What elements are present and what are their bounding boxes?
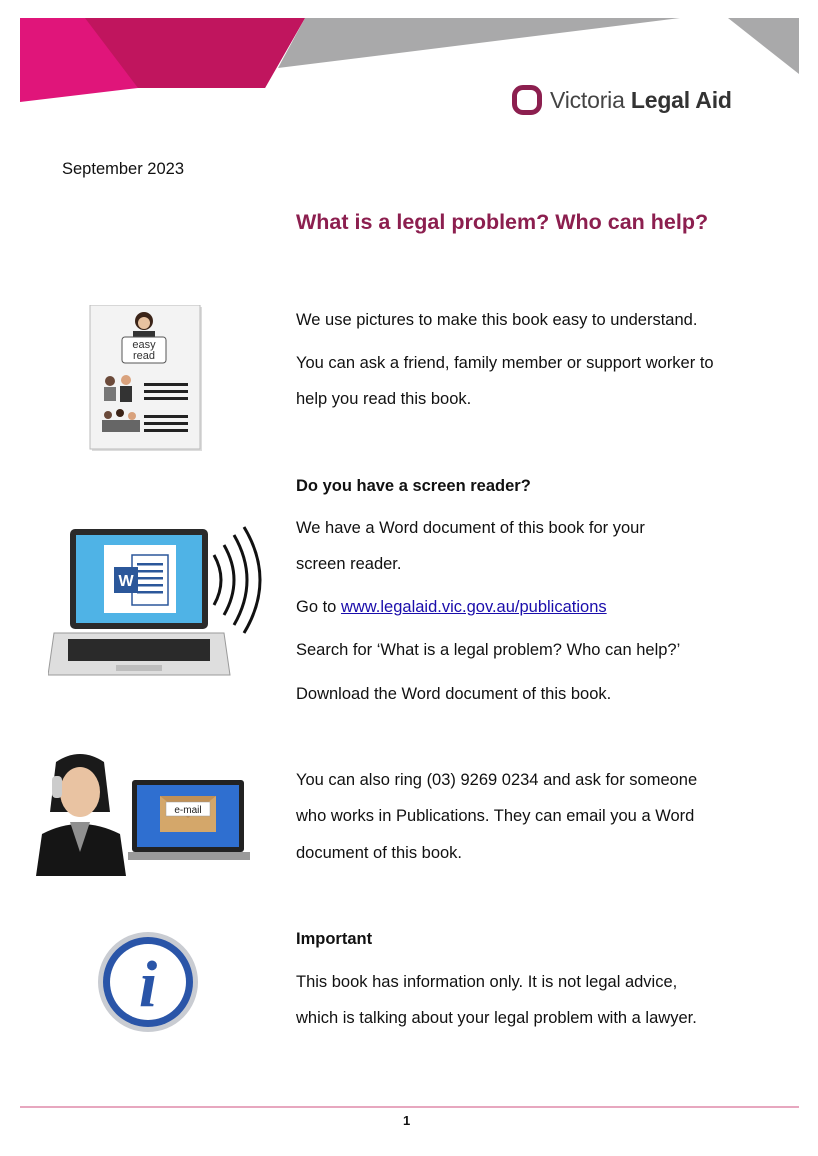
logo-mark-icon	[512, 85, 542, 115]
phone-email-illustration	[36, 752, 252, 876]
intro-line-3: help you read this book.	[296, 390, 472, 408]
info-letter: i	[138, 948, 158, 1021]
phone-line-2: who works in Publications. They can email you a Word	[296, 807, 695, 825]
goto-prefix: Go to	[296, 598, 341, 616]
logo-text	[550, 87, 732, 114]
intro-line-2: You can ask a friend, family member or support worker to	[296, 354, 714, 372]
banner-grey-corner	[728, 18, 799, 74]
info-icon	[96, 930, 200, 1034]
page-number: 1	[403, 1113, 411, 1128]
document-date: September 2023	[62, 160, 185, 178]
phone-line-3: document of this book.	[296, 844, 463, 862]
screen-reader-line-1: We have a Word document of this book for your	[296, 519, 645, 537]
search-instruction: Search for ‘What is a legal problem? Who can help?’	[296, 641, 681, 659]
victoria-legal-aid-logo	[512, 78, 732, 122]
publications-link[interactable]: www.legalaid.vic.gov.au/publications	[340, 598, 607, 616]
read-label: read	[132, 350, 156, 362]
intro-line-1: We use pictures to make this book easy to understand.	[296, 311, 698, 329]
phone-line-1: You can also ring (03) 9269 0234 and ask for someone	[296, 771, 698, 789]
page-title: What is a legal problem? Who can help?	[296, 210, 709, 234]
important-heading: Important	[296, 930, 373, 948]
word-letter: W	[118, 573, 134, 590]
logo-text-bold: Legal Aid	[630, 86, 732, 113]
easy-label: easy	[132, 339, 156, 351]
goto-line	[296, 597, 607, 617]
important-line-2: which is talking about your legal problem with a lawyer.	[296, 1009, 697, 1027]
laptop-word-document-icon	[48, 525, 270, 685]
email-label: e-mail	[174, 805, 202, 816]
important-line-1: This book has information only. It is not legal advice,	[296, 973, 678, 991]
footer-divider	[20, 1106, 799, 1108]
banner-grey-shape	[278, 18, 680, 68]
screen-reader-line-2: screen reader.	[296, 555, 402, 573]
screen-reader-heading: Do you have a screen reader?	[296, 477, 531, 495]
download-instruction: Download the Word document of this book.	[296, 685, 612, 703]
logo-text-light: Victoria	[550, 86, 625, 113]
easy-read-book-icon	[88, 305, 206, 453]
